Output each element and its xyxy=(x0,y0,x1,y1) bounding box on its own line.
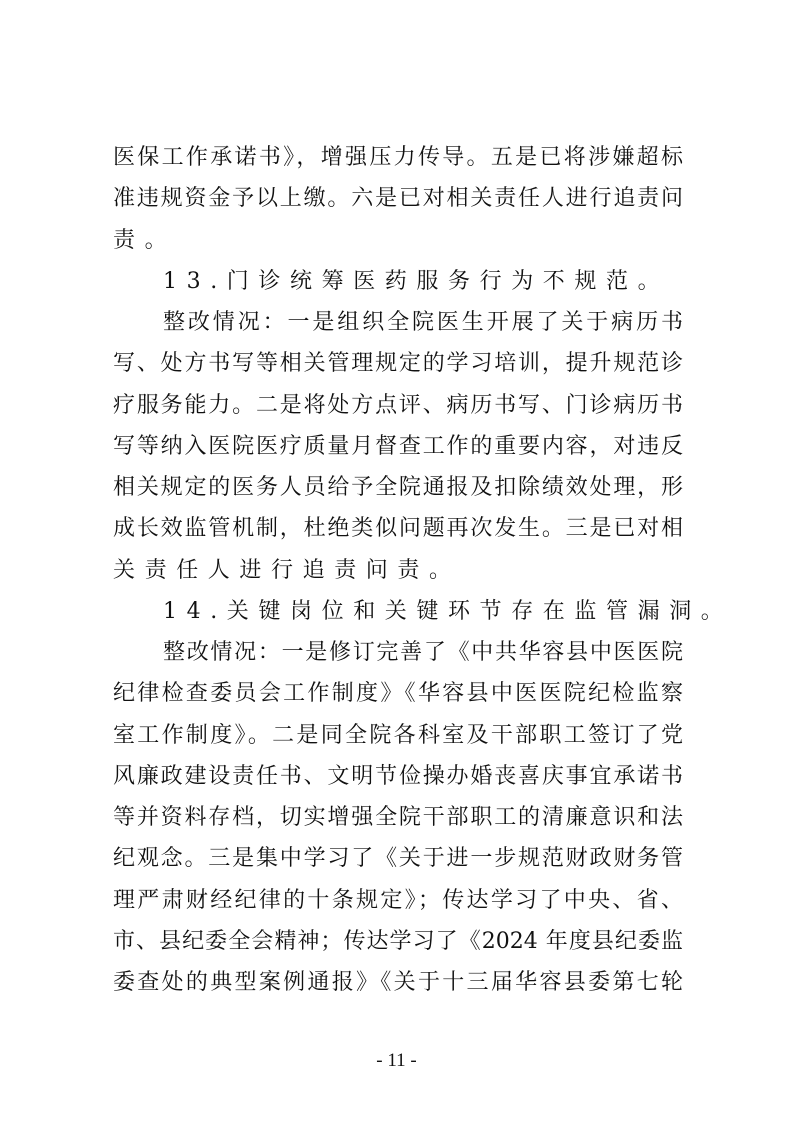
text-line: 整改情况：一是组织全院医生开展了关于病历书 xyxy=(163,310,683,335)
text-line: 写、处方书写等相关管理规定的学习培训，提升规范诊 xyxy=(113,351,683,377)
text-line: 风廉政建设责任书、文明节俭操办婚丧喜庆事宜承诺书 xyxy=(113,763,683,789)
text-line: 室工作制度》。二是同全院各科室及干部职工签订了党 xyxy=(113,722,683,748)
text-line: 疗服务能力。二是将处方点评、病历书写、门诊病历书 xyxy=(113,392,683,418)
paragraph xyxy=(113,632,683,1003)
text-line: 责。 xyxy=(113,227,177,253)
text-line: 医保工作承诺书》，增强压力传导。五是已将涉嫌超标 xyxy=(113,145,683,170)
text-line: 成长效监管机制，杜绝类似问题再次发生。三是已对相 xyxy=(113,516,683,542)
text-line: 关责任人进行追责问责。 xyxy=(113,557,461,583)
text-line: 准违规资金予以上缴。六是已对相关责任人进行追责问 xyxy=(113,186,683,212)
text-line: 委查处的典型案例通报》《关于十三届华容县委第七轮 xyxy=(113,970,683,995)
page-number: - 11 - xyxy=(376,1050,417,1071)
paragraph xyxy=(113,302,683,591)
text-line: 写等纳入医院医疗质量月督查工作的重要内容，对违反 xyxy=(113,433,683,459)
text-line: 市、县纪委全会精神；传达学习了《2024 年度县纪委监 xyxy=(113,928,683,954)
text-line: 纪观念。三是集中学习了《关于进一步规范财政财务管 xyxy=(113,846,683,872)
text-line: 等并资料存档，切实增强全院干部职工的清廉意识和法 xyxy=(113,805,683,830)
text-line: 理严肃财经纪律的十条规定》；传达学习了中央、省、 xyxy=(113,887,683,913)
text-line: 相关规定的医务人员给予全院通报及扣除绩效处理，形 xyxy=(113,475,683,500)
text-line: 14.关键岗位和关键环节存在监管漏洞。 xyxy=(163,598,733,624)
paragraph xyxy=(113,137,683,261)
text-line: 纪律检查委员会工作制度》《华容县中医医院纪检监察 xyxy=(113,681,683,707)
paragraph xyxy=(113,261,683,302)
text-line: 13.门诊统筹医药服务行为不规范。 xyxy=(163,268,670,294)
text-line: 整改情况：一是修订完善了《中共华容县中医医院 xyxy=(163,640,683,665)
document-body xyxy=(113,137,733,1003)
paragraph xyxy=(113,591,733,632)
